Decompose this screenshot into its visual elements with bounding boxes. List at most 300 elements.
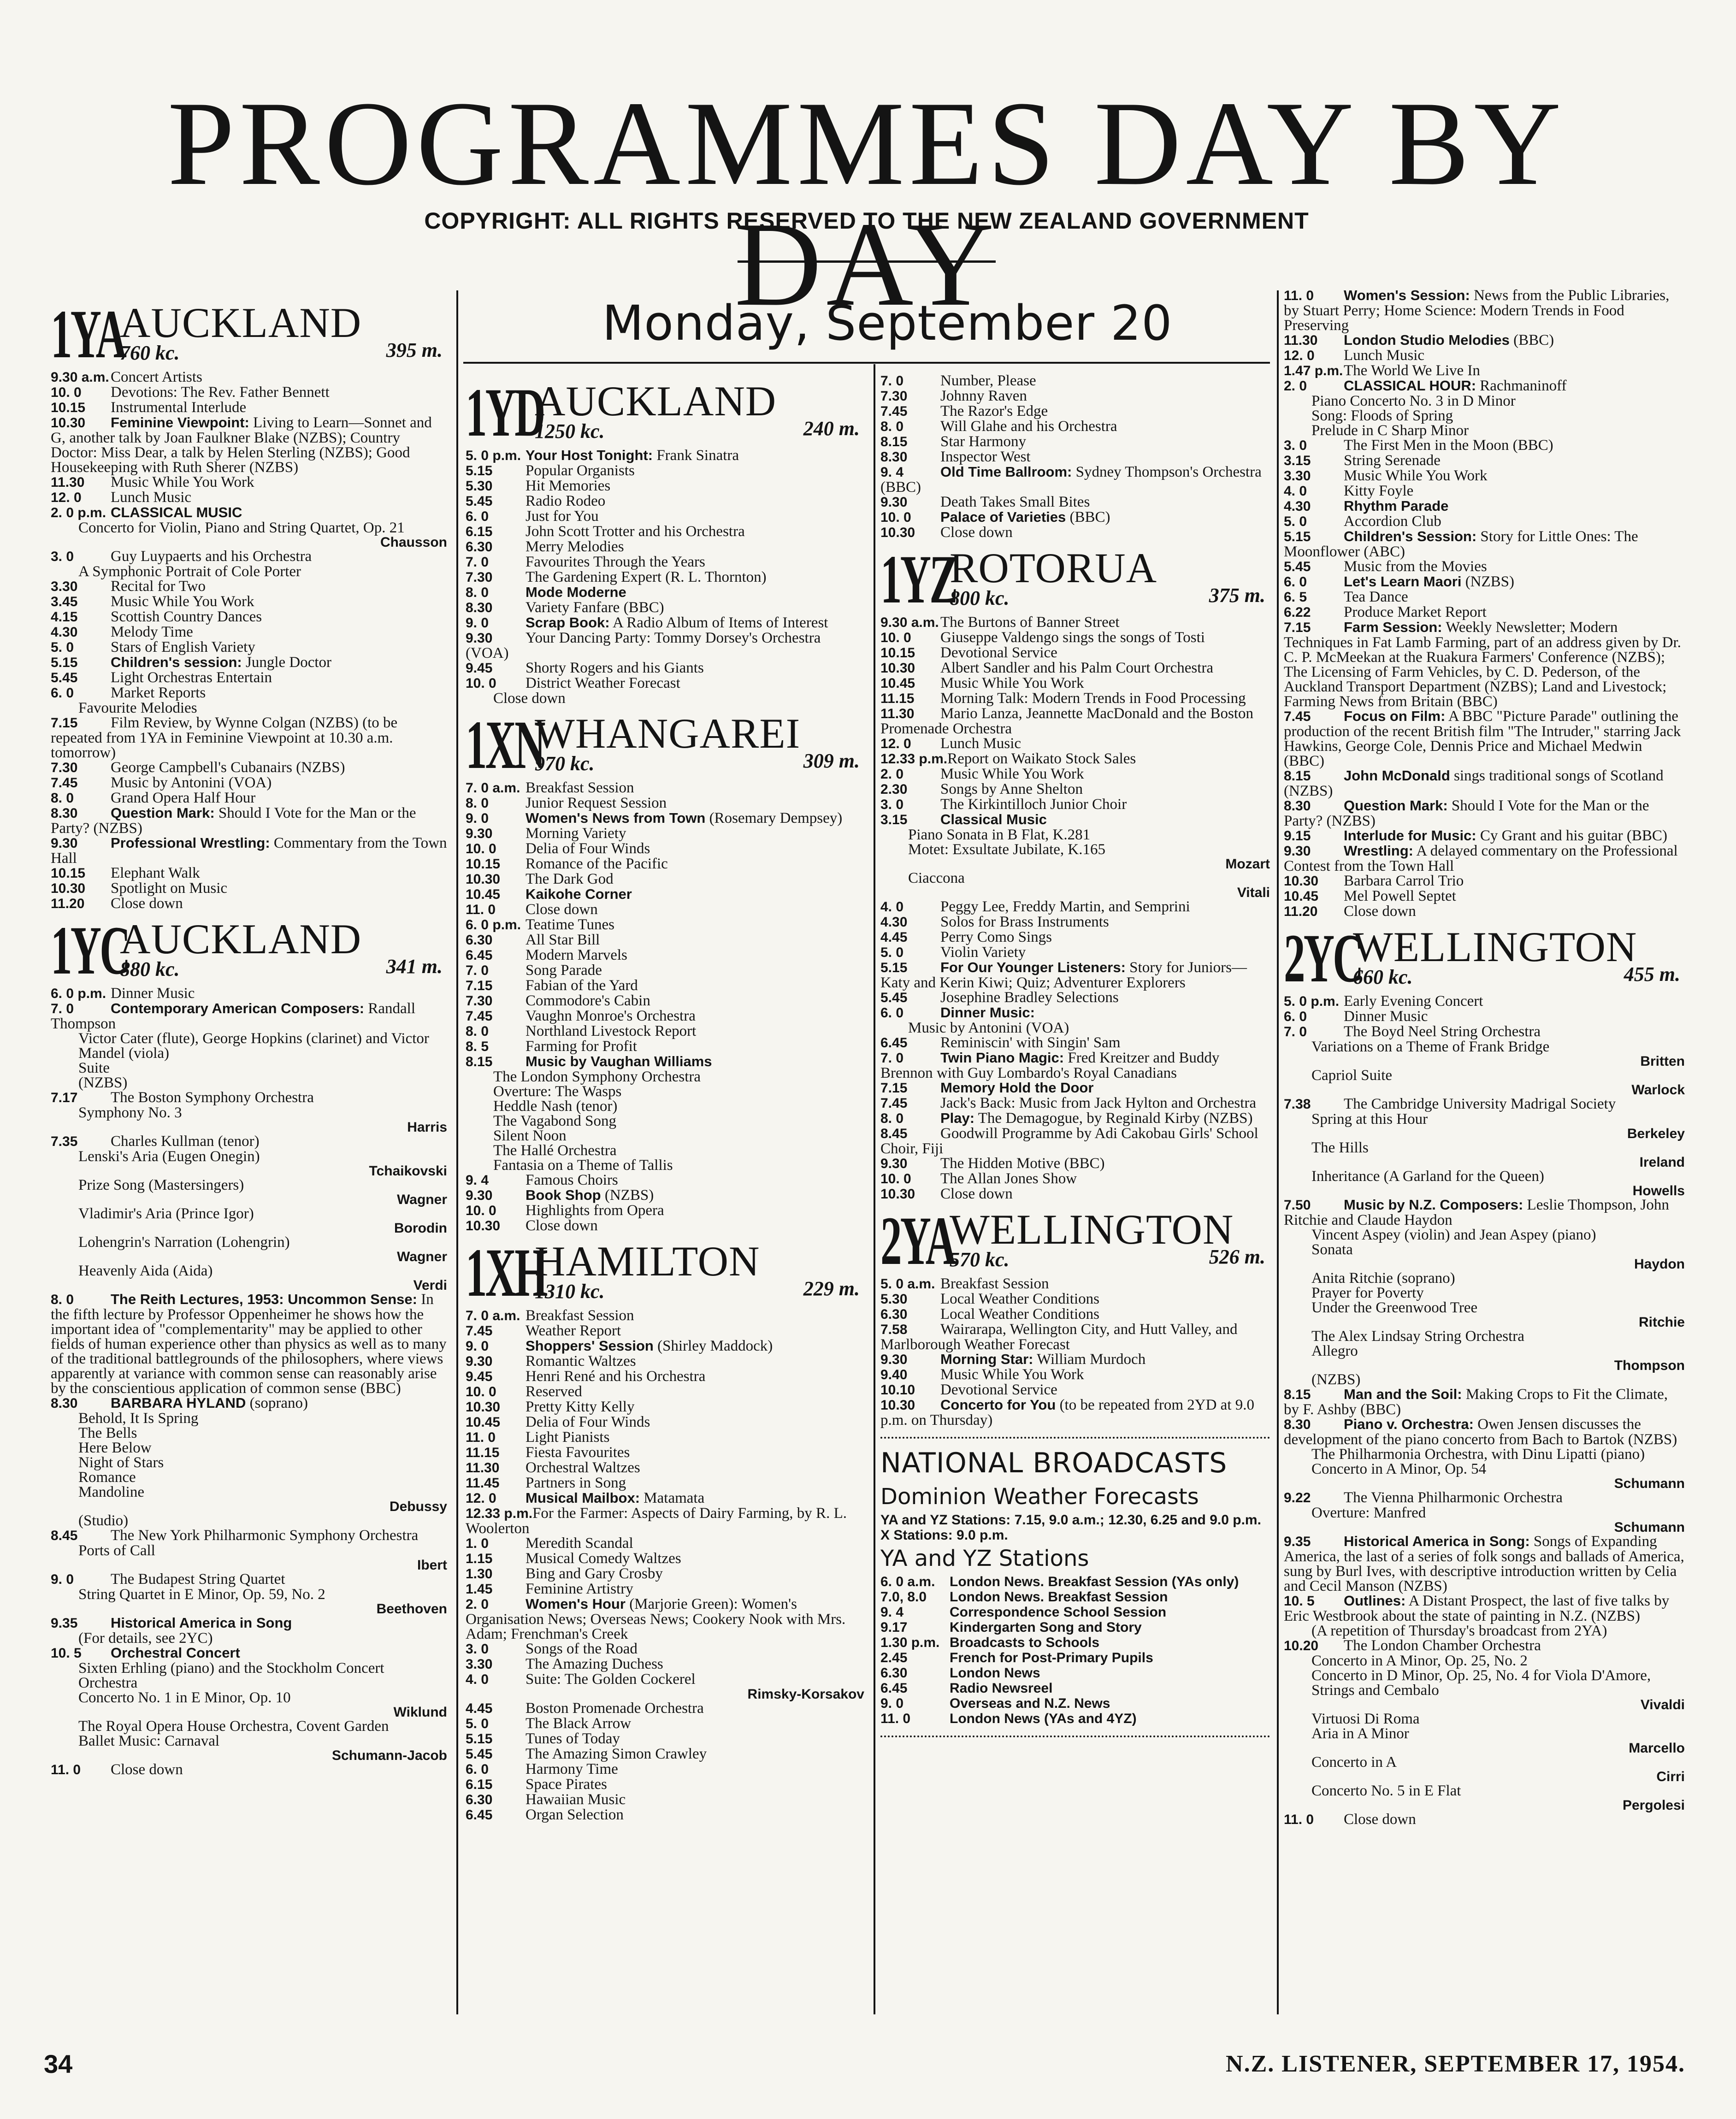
programme-text: Delia of Four Winds [526,840,650,857]
programme-time: 3. 0 [466,1641,489,1657]
programme-detail: Piano Sonata in B Flat, K.281 [908,826,1091,843]
programme-time: 3.30 [466,1657,493,1672]
programme-text: George Campbell's Cubanairs (NZBS) [111,759,345,776]
programme-time: 7.30 [880,389,908,404]
programme-time: 6. 0 [466,509,489,524]
programme-title: John McDonald [1344,767,1450,784]
programme-item [1284,1387,1685,1417]
programme-text: Reminiscin' with Singin' Sam [940,1034,1121,1051]
programme-item [466,1039,864,1054]
programme-time: 8.30 [51,806,78,821]
programme-item [51,1105,447,1134]
programme-text: Stars of English Variety [111,639,255,655]
station-city: WELLINGTON [950,1206,1234,1253]
programme-detail: Song: Floods of Spring [1311,407,1453,424]
programme-time: 8.45 [880,1126,908,1141]
programme-detail: Silent Noon [493,1127,567,1144]
programme-time: 2. 0 p.m. [51,505,106,520]
composer: Ireland [1639,1155,1685,1170]
programme-time: 7.30 [51,760,78,775]
programme-text: Space Pirates [526,1776,607,1793]
programme-time: 6.22 [1284,605,1311,620]
programme-time: 6.30 [466,539,493,555]
programme-item [466,948,864,963]
column-4 [1284,288,1685,2030]
programme-time: 8. 0 [466,1024,489,1039]
programme-title: Mode Moderne [526,584,626,600]
programme-text: sings traditional songs of Scotland (NZBS) [1284,767,1664,799]
programme-time: 10. 0 [466,1203,496,1218]
programme-title: Your Host Tonight: [526,447,653,463]
programme-item [466,1506,864,1536]
programme-text: Shorty Rogers and his Giants [526,660,704,676]
station-wavelength: 229 m. [803,1277,860,1300]
station-header [880,541,1270,618]
programme-time: 6.45 [880,1035,908,1051]
programme-text: Devotional Service [940,1381,1057,1398]
programme-time: 8. 5 [466,1039,489,1054]
programme-time: 9.30 [466,631,493,646]
station-city: WHANGAREI [535,710,801,757]
programme-time: 9. 0 [466,615,489,631]
programme-text: Market Reports [111,685,206,701]
programme-text: Accordion Club [1344,513,1441,530]
programme-item [51,1235,447,1250]
programme-item [466,1054,864,1069]
programme-time: 9.30 [466,1188,493,1203]
programme-item [880,1352,1270,1367]
programme-item [466,1308,864,1323]
programme-item [466,585,864,600]
programme-time: 9.30 [880,1156,908,1171]
programme-time: 7.45 [880,1096,908,1111]
programme-text: Leslie Thompson, John Ritchie and Claude Haydon [1284,1197,1669,1228]
programme-item [51,1440,447,1455]
programme-text: London News. Breakfast Session (YAs only) [950,1574,1239,1589]
programme-text: Meredith Scandal [526,1535,633,1552]
national-item [880,1605,1270,1620]
programme-item [51,520,447,549]
station-frequency: 970 kc. [535,752,595,775]
programme-time: 10.30 [880,1398,915,1413]
programme-title: Historical America in Song [111,1615,292,1631]
programme-time: 7.15 [880,1080,908,1096]
programme-item [1284,378,1685,394]
programme-item [466,1354,864,1369]
programme-item [466,1430,864,1445]
programme-item [51,866,447,881]
programme-text: Henri René and his Orchestra [526,1368,706,1385]
programme-time: 4.45 [466,1701,493,1716]
programme-text: (Rosemary Dempsey) [705,810,843,826]
programme-item [880,990,1270,1005]
programme-time: 8.45 [51,1528,78,1543]
programme-item [51,564,447,579]
programme-time: 8. 0 [51,791,74,806]
programme-item [1284,620,1685,709]
composer: Cirri [1656,1769,1685,1784]
programme-time: 5.30 [466,478,493,494]
programme-time: 9.30 [51,836,78,851]
programme-item [466,1143,864,1158]
programme-text: The New York Philharmonic Symphony Orchestra [111,1527,419,1544]
composer: Wiklund [393,1705,447,1720]
programme-item [466,1369,864,1384]
programme-text: Close down [1344,903,1416,920]
programme-item [1284,1097,1685,1112]
programme-item [1284,1783,1685,1812]
composer: Ibert [417,1558,447,1573]
programme-title: Children's Session: [1344,528,1477,544]
programme-title: Wrestling: [1344,843,1413,859]
programme-item [466,600,864,615]
programme-item [466,570,864,585]
programme-item [466,1491,864,1506]
programme-detail: (Studio) [78,1512,129,1529]
programme-item [1284,1505,1685,1534]
programme-text: Local Weather Conditions [940,1291,1099,1307]
programme-text: Musical Comedy Waltzes [526,1550,681,1567]
programme-item [51,1426,447,1440]
station-wavelength: 526 m. [1209,1245,1265,1268]
programme-item [51,1090,447,1105]
programme-text: (Marjorie Green): Women's Organisation News; Overseas News; Cookery Nook with Mrs. Adam; Frenchman's Creek [466,1596,846,1642]
station-city: AUCKLAND [120,915,362,962]
programme-text: Story for Juniors—Katy and Kerin Kiwi; Quiz; Adventurer Explorers [880,959,1247,991]
programme-item [51,1263,447,1292]
programme-detail: (NZBS) [78,1074,128,1091]
programme-time: 12. 0 [1284,348,1315,363]
programme-text: Music While You Work [940,1366,1084,1383]
programme-item [1284,1024,1685,1039]
programme-time: 10.45 [1284,889,1319,904]
programme-time: 6. 0 [1284,1009,1307,1024]
programme-item [51,549,447,564]
programme-item [880,857,1270,871]
programme-title: Classical Music [940,811,1047,827]
programme-time: 3.30 [1284,468,1311,484]
programme-time: 11.30 [880,706,915,721]
programme-text: Teatime Tunes [526,916,614,933]
programme-item [880,1292,1270,1307]
programme-time: 11. 0 [1284,288,1314,303]
programme-detail: Prelude in C Sharp Minor [1311,422,1469,439]
programme-title: Morning Star: [940,1351,1033,1367]
programme-text: Famous Choirs [526,1172,618,1188]
national-item [880,1681,1270,1696]
programme-text: Music from the Movies [1344,558,1487,575]
programme-detail: Heavenly Aida (Aida) [78,1263,213,1279]
national-item [880,1650,1270,1665]
station-frequency: 760 kc. [120,342,180,364]
programme-time: 9.30 [466,1354,493,1369]
composer: Warlock [1631,1082,1685,1098]
programme-item [466,1762,864,1777]
programme-text: The Gardening Expert (R. L. Thornton) [526,569,767,585]
programme-time: 10. 0 [466,1384,496,1399]
programme-item [880,1111,1270,1126]
programme-item [51,836,447,866]
programme-time: 2.30 [880,782,908,797]
programme-text: Solos for Brass Instruments [940,914,1109,930]
programme-time: 9. 4 [880,1605,904,1620]
programme-time: 6. 0 [51,685,74,701]
programme-title: Question Mark: [111,805,215,821]
composer: Beethoven [376,1601,447,1617]
programme-time: 1.45 [466,1582,493,1597]
weather-forecasts-heading: Dominion Weather Forecasts [880,1484,1199,1510]
programme-time: 6.30 [880,1307,908,1322]
programme-time: 7.58 [880,1322,908,1337]
programme-item [51,1061,447,1075]
programme-item [466,826,864,841]
programme-item [880,915,1270,930]
programme-text: Partners in Song [526,1475,626,1491]
programme-item [880,434,1270,449]
programme-text: Randall Thompson [51,1000,416,1032]
programme-time: 7. 0 a.m. [466,780,520,796]
station-callsign: 1YD [466,374,544,451]
programme-item [1284,1286,1685,1300]
programme-time: 9. 0 [466,811,489,826]
station-callsign: 1YA [51,296,125,372]
programme-item [466,1701,864,1716]
programme-title: CLASSICAL HOUR: [1344,378,1476,394]
programme-item [466,1024,864,1039]
programme-time: 7. 0 [880,373,904,389]
programme-time: 10. 5 [1284,1594,1315,1609]
column-2 [466,373,864,2024]
programme-item [880,736,1270,751]
programme-item [51,415,447,475]
programme-detail: (NZBS) [1311,1371,1361,1388]
programme-item [1284,394,1685,408]
programme-item [1284,1638,1685,1653]
programme-text: Merry Melodies [526,538,624,555]
national-item [880,1635,1270,1650]
programme-item [51,1178,447,1206]
programme-item [51,1734,447,1748]
programme-text: Lunch Music [1344,347,1425,364]
programme-item [880,373,1270,389]
column-1 [51,295,447,2037]
national-item [880,1574,1270,1589]
programme-detail: The Bells [78,1425,137,1441]
programme-time: 7.45 [466,1009,493,1024]
programme-item [880,1080,1270,1096]
programme-item [466,887,864,902]
programme-time: 7. 0 [1284,1024,1307,1039]
programme-item [466,1339,864,1354]
programme-detail: Concerto in A Minor, Op. 54 [1311,1461,1487,1477]
programme-time: 10. 0 [880,1171,911,1186]
programme-title: Professional Wrestling: [111,835,270,851]
programme-item [466,1128,864,1143]
programme-item [880,1322,1270,1352]
programme-text: (NZBS) [1461,573,1515,590]
programme-time: 11.15 [880,691,915,706]
programme-time: 1.47 p.m. [1284,363,1343,378]
programme-text: Report on Waikato Stock Sales [947,750,1136,767]
programme-item [466,780,864,796]
programme-detail: Concerto No. 1 in E Minor, Op. 10 [78,1689,291,1706]
programme-text: Song Parade [526,962,602,979]
programme-text: Johnny Raven [940,388,1027,404]
programme-detail: Overture: The Wasps [493,1083,622,1100]
programme-text: The World We Live In [1344,362,1480,379]
programme-item [51,1719,447,1734]
programme-item [1284,1712,1685,1726]
programme-text: A Radio Album of Items of Interest [609,614,828,631]
composer: Tchaikovski [369,1163,447,1179]
programme-text: Elephant Walk [111,865,200,881]
programme-time: 4.30 [1284,499,1311,514]
station-city: AUCKLAND [120,299,362,346]
programme-time: 5. 0 a.m. [880,1276,935,1292]
programme-item [466,963,864,978]
programme-title: Outlines: [1344,1593,1406,1609]
programme-text: Story for Little Ones: The Moonflower (ABC) [1284,528,1638,560]
programme-time: 9.35 [1284,1534,1311,1549]
programme-time: 4.15 [51,609,78,625]
programme-time: 5.45 [880,990,908,1005]
programme-item [880,960,1270,990]
programme-item [1284,1228,1685,1242]
programme-time: 9.40 [880,1367,908,1382]
programme-item [1284,1372,1685,1387]
programme-text: Breakfast Session [526,779,634,796]
programme-time: 12.33 p.m. [880,751,948,767]
programme-time: 10.15 [51,400,86,415]
programme-time: 11. 0 [880,1711,911,1726]
programme-title: Feminine Viewpoint: [111,414,249,431]
programme-time: 6. 0 a.m. [880,1574,935,1589]
programme-time: 8.30 [466,600,493,615]
programme-time: 6.45 [466,1807,493,1823]
programme-text: Radio Rodeo [526,493,606,509]
programme-item [51,986,447,1001]
programme-text: A BBC "Picture Parade" outlining the production of the recent British film "The Intruder," starring Jack Hawkins, George Cole, Dennis Price and Michael Medwin (BBC) [1284,708,1681,769]
page-number: 34 [44,2049,73,2078]
programme-text: Hawaiian Music [526,1791,626,1808]
column-rule [874,364,875,2014]
station-wavelength: 309 m. [803,750,860,772]
composer: Haydon [1634,1257,1685,1272]
programme-text: Tunes of Today [526,1730,620,1747]
programme-detail: String Quartet in E Minor, Op. 59, No. 2 [78,1586,325,1603]
programme-text: Suite: The Golden Cockerel [526,1671,696,1688]
programme-text: Hit Memories [526,478,611,494]
station-header [1284,920,1685,997]
programme-time: 7.45 [51,775,78,791]
station-callsign: 2YA [880,1203,955,1279]
programme-item [466,615,864,631]
programme-text: Josephine Bradley Selections [940,989,1119,1006]
station-frequency: 880 kc. [120,958,180,980]
programme-time: 9.15 [1284,828,1311,844]
programme-time: 11. 0 [1284,1812,1314,1827]
programme-item [880,1171,1270,1186]
programme-text: Music While You Work [1344,467,1488,484]
programme-detail: Victor Cater (flute), George Hopkins (clarinet) and Victor Mandel (viola) [78,1030,429,1062]
programme-time: 10.45 [466,1415,501,1430]
station-city: HAMILTON [535,1238,760,1285]
programme-title: Music by Vaughan Williams [526,1053,712,1069]
programme-item [51,715,447,760]
station-wavelength: 395 m. [386,339,443,361]
weather-forecast-line: X Stations: 9.0 p.m. [880,1528,1008,1543]
programme-item [1284,348,1685,363]
programme-title: Shoppers' Session [526,1338,654,1354]
programme-title: Musical Mailbox: [526,1490,640,1506]
programme-item [880,1156,1270,1171]
programme-time: 7. 0 [466,963,489,978]
programme-item [466,872,864,887]
programme-text: Rachmaninoff [1476,378,1567,394]
programme-time: 7.15 [466,978,493,993]
station-city: AUCKLAND [535,378,777,425]
programme-item [880,1382,1270,1398]
masthead-title: PROGRAMMES DAY BY DAY [167,77,1566,331]
programme-time: 10.30 [880,525,915,540]
programme-text: (NZBS) [601,1187,654,1204]
programme-time: 8. 0 [880,1111,904,1126]
programme-title: For Our Younger Listeners: [940,959,1126,975]
programme-detail: Capriol Suite [1311,1067,1393,1084]
column-rule [1277,290,1279,2014]
programme-time: 1.30 [466,1566,493,1582]
programme-text: Feminine Artistry [526,1581,633,1597]
station-callsign: 1XH [466,1234,546,1311]
programme-text: Morning Talk: Modern Trends in Food Processing [940,690,1246,707]
station-wavelength: 455 m. [1624,963,1680,986]
programme-item [51,609,447,625]
programme-time: 12. 0 [51,490,82,505]
ya-yz-stations-heading: YA and YZ Stations [880,1546,1089,1571]
programme-time: 8.30 [1284,1417,1311,1432]
programme-text: Barbara Carrol Trio [1344,873,1464,889]
programme-item [466,1188,864,1203]
programme-time: 6.45 [880,1681,908,1696]
composer: Schumann-Jacob [331,1748,447,1763]
station-header [51,912,447,989]
programme-time: 4.30 [51,625,78,640]
programme-text: Lunch Music [940,735,1022,752]
programme-text: London News [950,1665,1040,1681]
programme-title: Memory Hold the Door [940,1080,1094,1096]
composer: Vivaldi [1640,1697,1685,1712]
programme-item [51,594,447,609]
programme-item [466,691,864,706]
programme-detail: Vincent Aspey (violin) and Jean Aspey (piano) [1311,1227,1596,1243]
programme-text: The First Men in the Moon (BBC) [1344,437,1553,454]
programme-time: 10.30 [880,1186,915,1202]
programme-text: Devotions: The Rev. Father Bennett [111,384,330,401]
programme-item [880,465,1270,495]
programme-text: Morning Variety [526,825,626,842]
programme-text: Northland Livestock Report [526,1023,697,1039]
programme-item [880,1126,1270,1156]
station-callsign: 1YC [51,912,129,989]
programme-text: Giuseppe Valdengo sings the songs of Tosti [940,629,1205,646]
programme-time: 1.15 [466,1551,493,1566]
programme-text: Matamata [640,1490,705,1506]
programme-time: 3.15 [880,812,908,827]
programme-item [880,871,1270,899]
programme-item [466,494,864,509]
programme-text: William Murdoch [1033,1351,1146,1368]
programme-text: Guy Luypaerts and his Orchestra [111,548,312,565]
